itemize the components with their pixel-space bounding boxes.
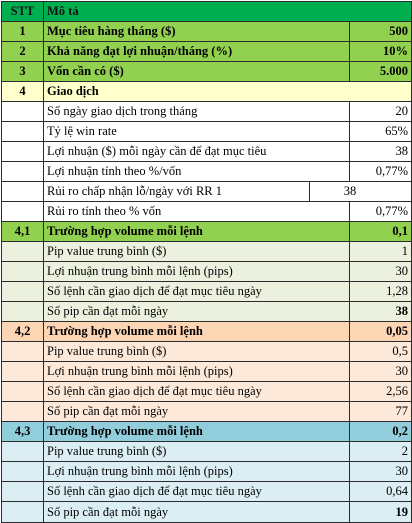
table-row [2,502,412,523]
row-value: 500 [350,22,412,42]
section-header-trading [2,82,412,102]
empty-cell [2,242,44,262]
table-row [2,402,412,422]
empty-cell [2,142,44,162]
row-value: 0,5 [350,342,412,362]
empty-cell [2,262,44,282]
row-value: 2,56 [350,382,412,402]
section-header-case-3 [2,422,412,442]
empty-cell [2,442,44,462]
row-stt: 3 [2,62,44,82]
row-stt: 4,2 [2,322,44,342]
row-value: 38 [310,182,412,202]
row-stt: 4 [2,82,44,102]
row-stt: 1 [2,22,44,42]
row-value: 19 [350,502,412,523]
table-row [2,242,412,262]
table-row [2,482,412,502]
trading-plan-table [1,1,412,523]
empty-cell [2,362,44,382]
row-label: Khả năng đạt lợi nhuận/tháng (%) [44,42,350,62]
row-value: 30 [350,262,412,282]
table-row [2,282,412,302]
table-row [2,22,412,42]
table-row [2,362,412,382]
row-value: 65% [350,122,412,142]
row-value: 5.000 [350,62,412,82]
row-label: Số pip cần đạt mỗi ngày [44,502,350,523]
section-title: Trường hợp volume mỗi lệnh [44,222,350,242]
empty-cell [2,282,44,302]
row-label: Mục tiêu hàng tháng ($) [44,22,350,42]
section-value: 0,05 [350,322,412,342]
row-stt: 2 [2,42,44,62]
table-row [2,382,412,402]
section-value: 0,2 [350,422,412,442]
empty-cell [2,302,44,322]
section-title: Giao dịch [44,82,412,102]
row-label: Rủi ro chấp nhận lỗ/ngày với RR 1 [44,182,310,202]
empty-cell [2,382,44,402]
header-row [2,2,412,22]
section-title: Trường hợp volume mỗi lệnh [44,422,350,442]
empty-cell [2,502,44,523]
empty-cell [2,402,44,422]
table-row [2,162,412,182]
row-label: Lợi nhuận ($) mỗi ngày cần để đạt mục tiêu [44,142,350,162]
row-value: 38 [350,302,412,322]
row-value: 20 [350,102,412,122]
row-label: Số lệnh cần giao dịch để đạt mục tiêu ngày [44,282,350,302]
row-label: Số ngày giao dịch trong tháng [44,102,350,122]
table-row [2,122,412,142]
empty-cell [2,342,44,362]
row-label: Số lệnh cần giao dịch để đạt mục tiêu ngày [44,482,350,502]
row-label: Số lệnh cần giao dịch để đạt mục tiêu ngày [44,382,350,402]
empty-cell [2,162,44,182]
empty-cell [2,202,44,222]
row-label: Tỷ lệ win rate [44,122,350,142]
row-value: 0,77% [350,162,412,182]
row-label: Số pip cần đạt mỗi ngày [44,302,350,322]
empty-cell [2,182,44,202]
table-row [2,62,412,82]
row-label: Vốn cần có ($) [44,62,350,82]
row-value: 2 [350,442,412,462]
table-row [2,42,412,62]
table-row [2,462,412,482]
row-label: Lợi nhuận trung bình mỗi lệnh (pips) [44,262,350,282]
row-value: 30 [350,462,412,482]
row-label: Pip value trung bình ($) [44,342,350,362]
row-label: Rủi ro tính theo % vốn [44,202,350,222]
row-value: 1,28 [350,282,412,302]
empty-cell [2,102,44,122]
table-row [2,182,412,202]
row-label: Lợi nhuận trung bình mỗi lệnh (pips) [44,462,350,482]
table-row [2,342,412,362]
section-value: 0,1 [350,222,412,242]
section-title: Trường hợp volume mỗi lệnh [44,322,350,342]
empty-cell [2,122,44,142]
section-header-case-1 [2,222,412,242]
row-value: 30 [350,362,412,382]
header-stt: STT [2,2,44,22]
empty-cell [2,462,44,482]
row-value: 38 [350,142,412,162]
table-row [2,102,412,122]
row-value: 0,77% [350,202,412,222]
table-row [2,442,412,462]
table-row [2,142,412,162]
row-label: Số pip cần đạt mỗi ngày [44,402,350,422]
row-value: 0,64 [350,482,412,502]
table-row [2,302,412,322]
header-desc: Mô tả [44,2,412,22]
row-label: Pip value trung bình ($) [44,442,350,462]
row-stt: 4,3 [2,422,44,442]
table-row [2,262,412,282]
empty-cell [2,482,44,502]
row-value: 77 [350,402,412,422]
row-value: 1 [350,242,412,262]
row-value: 10% [350,42,412,62]
row-label: Lợi nhuận tính theo %/vốn [44,162,350,182]
row-stt: 4,1 [2,222,44,242]
table-row [2,202,412,222]
row-label: Lợi nhuận trung bình mỗi lệnh (pips) [44,362,350,382]
section-header-case-2 [2,322,412,342]
row-label: Pip value trung bình ($) [44,242,350,262]
